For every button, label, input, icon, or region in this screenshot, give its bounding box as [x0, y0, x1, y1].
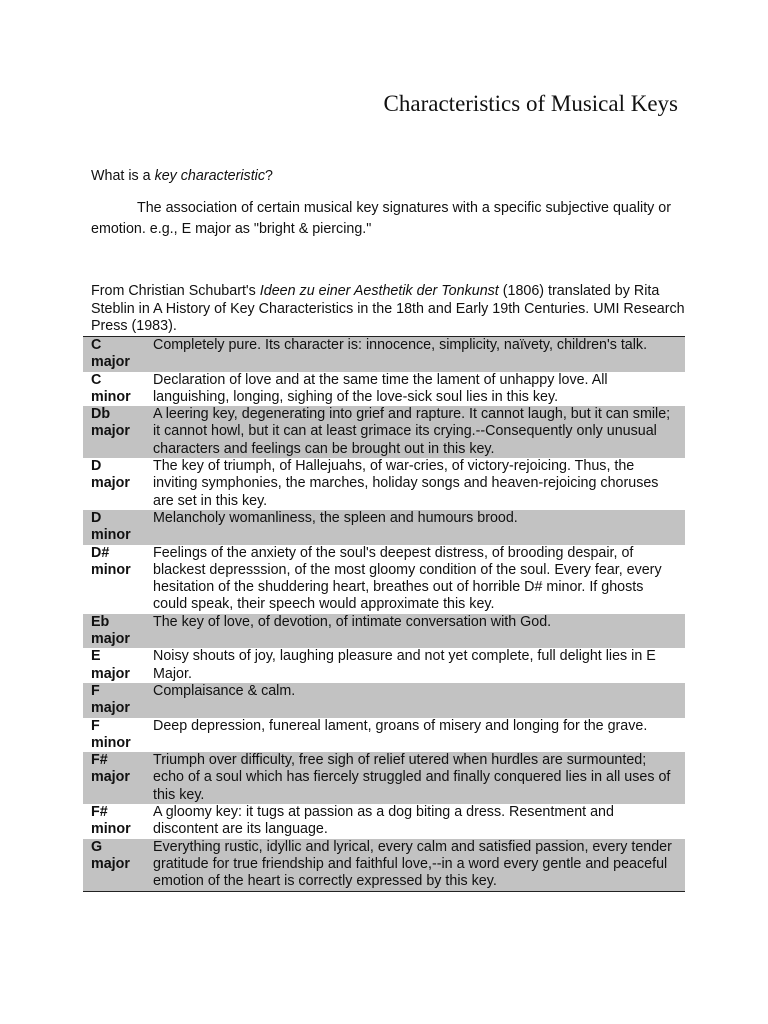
key-mode: major [91, 354, 130, 371]
key-mode: major [91, 423, 130, 440]
key-mode: major [91, 665, 130, 682]
key-note: Db [91, 406, 111, 423]
key-description: Everything rustic, idyllic and lyrical, every calm and satisfied passion, every tender gratitude for true friendship and faithful love,--in a word every gentle and peaceful emotion of the heart is correctly expressed by this key. [147, 839, 685, 891]
key-mode: minor [91, 527, 131, 544]
source-suffix: (1806) translated by Rita Steblin in A History of Key Characteristics in the 18th and Early 19th Centuries. UMI Research Press (1983). [91, 283, 685, 334]
page-title: Characteristics of Musical Keys [383, 91, 678, 116]
key-mode: major [91, 769, 130, 786]
key-name-cell [83, 648, 147, 683]
key-row [83, 614, 685, 649]
key-name-cell [83, 406, 147, 458]
key-mode: major [91, 855, 130, 872]
key-description: Completely pure. Its character is: innocence, simplicity, naïvety, children's talk. [147, 337, 685, 372]
key-row [83, 839, 685, 891]
key-note: D [91, 509, 102, 526]
key-name-cell [83, 683, 147, 718]
key-name-cell [83, 839, 147, 891]
key-characteristics-body [83, 337, 685, 892]
key-note: C [91, 371, 102, 388]
key-description: Noisy shouts of joy, laughing pleasure and not yet complete, full delight lies in E Major. [153, 648, 656, 682]
key-note: Eb [91, 613, 110, 630]
key-mode: major [91, 700, 130, 717]
key-note: D# [91, 544, 110, 561]
key-note: F [91, 682, 100, 699]
key-characteristics-table [83, 336, 685, 892]
question-prefix: What is a [91, 168, 155, 184]
question-line [91, 166, 273, 186]
key-note: G [91, 838, 103, 855]
key-name-cell [83, 372, 147, 407]
key-row [83, 545, 685, 614]
key-row [83, 718, 685, 753]
key-note: E [91, 648, 101, 665]
key-row [83, 804, 685, 839]
key-note: D [91, 458, 102, 475]
key-description: A gloomy key: it tugs at passion as a dog biting a dress. Resentment and discontent are its language. [153, 804, 614, 838]
source-work-title: Ideen zu einer Aesthetik der Tonkunst [259, 283, 499, 299]
key-name-cell [83, 337, 147, 372]
key-note: F# [91, 752, 108, 769]
key-row [83, 372, 685, 407]
key-name-cell [83, 458, 147, 510]
key-note: F [91, 717, 100, 734]
key-row [83, 648, 685, 683]
key-name-cell [83, 614, 147, 649]
key-name-cell [83, 804, 147, 839]
key-description: Deep depression, funereal lament, groans of misery and longing for the grave. [153, 717, 648, 734]
key-name-cell [83, 510, 147, 545]
key-description: Feelings of the anxiety of the soul's deepest distress, of brooding despair, of blackest depresssion, of the most gloomy condition of the soul. Every fear, every hesitation of the shuddering heart, breathes out of horrible D# minor. If ghosts could speak, their speech would approximate this key. [153, 544, 662, 613]
definition-paragraph [91, 198, 681, 240]
key-row [83, 406, 685, 458]
source-prefix: From Christian Schubart's [91, 283, 260, 299]
key-row [83, 752, 685, 804]
key-mode: minor [91, 388, 131, 405]
key-description: The key of love, of devotion, of intimate conversation with God. [147, 614, 685, 649]
question-term: key characteristic [154, 168, 266, 184]
key-description: Declaration of love and at the same time the lament of unhappy love. All languishing, longing, sighing of the love-sick soul lies in this key. [153, 371, 608, 405]
key-description: The key of triumph, of Hallejuahs, of war-cries, of victory-rejoicing. Thus, the inviting symphonies, the marches, holiday songs and heaven-rejoicing choruses are set in this key. [153, 458, 659, 509]
key-mode: major [91, 475, 130, 492]
key-row [83, 337, 685, 372]
source-citation [91, 283, 691, 336]
key-description: A leering key, degenerating into grief and rapture. It cannot laugh, but it can smile; it cannot howl, but it can at least grimace its crying.--Consequently only unusual characters and feelings can be brought out in this key. [147, 406, 685, 458]
key-row [83, 683, 685, 718]
key-name-cell [83, 752, 147, 804]
key-name-cell [83, 718, 147, 753]
question-suffix: ? [265, 168, 273, 184]
key-note: F# [91, 804, 108, 821]
key-row [83, 510, 685, 545]
key-row [83, 458, 685, 510]
key-note: C [91, 337, 102, 353]
key-mode: minor [91, 734, 131, 751]
key-mode: major [91, 631, 130, 648]
key-name-cell [83, 545, 147, 614]
key-description: Triumph over difficulty, free sigh of relief utered when hurdles are surmounted; echo of a soul which has fiercely struggled and finally conquered lies in all uses of this key. [147, 752, 685, 804]
key-description: Melancholy womanliness, the spleen and humours brood. [147, 510, 685, 545]
definition-text: The association of certain musical key signatures with a specific subjective quality or emotion. e.g., E major as "bright & piercing." [91, 200, 671, 237]
key-mode: minor [91, 821, 131, 838]
key-description: Complaisance & calm. [147, 683, 685, 718]
key-mode: minor [91, 561, 131, 578]
